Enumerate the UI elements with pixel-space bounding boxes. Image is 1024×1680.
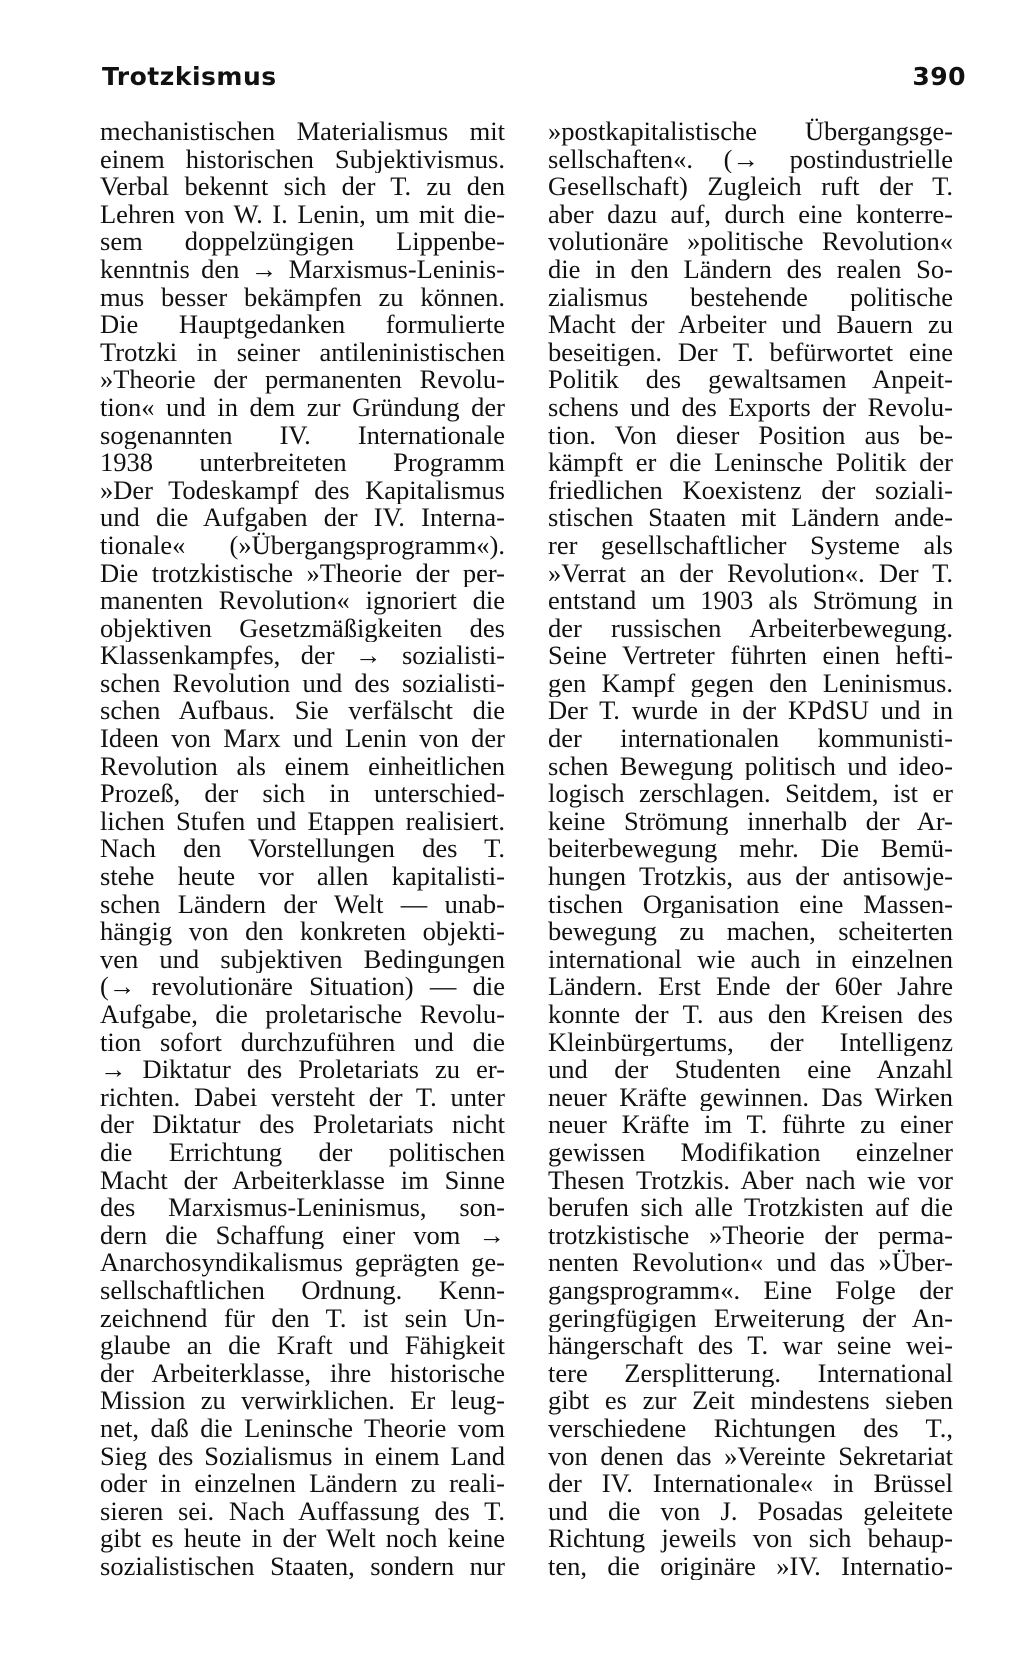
text-line: tere Zersplitterung. International: [548, 1359, 953, 1388]
text-line: kämpft er die Leninsche Politik der: [548, 449, 953, 477]
text-line: die Errichtung der politischen: [100, 1138, 505, 1167]
text-line: dern die Schaffung einer vom →: [100, 1221, 505, 1250]
text-line: neuer Kräfte gewinnen. Das Wirken: [548, 1083, 953, 1112]
text-line: Der T. wurde in der KPdSU und in: [548, 697, 953, 726]
text-line: einem historischen Subjektivismus.: [100, 145, 505, 174]
text-line: aber dazu auf, durch eine konterre-: [548, 200, 953, 229]
text-line: Kleinbürgertums, der Intelligenz: [548, 1028, 953, 1057]
text-line: hungen Trotzkis, aus der antisowje-: [548, 863, 953, 891]
text-line: tischen Organisation eine Massen-: [548, 890, 953, 919]
text-line: und der Studenten eine Anzahl: [548, 1056, 953, 1084]
text-line: Prozeß, der sich in unterschied-: [100, 780, 505, 808]
text-line: Mission zu verwirklichen. Er leug-: [100, 1387, 505, 1415]
text-line: beiterbewegung mehr. Die Bemü-: [548, 835, 953, 864]
text-line: trotzkistische »Theorie der perma-: [548, 1221, 953, 1250]
text-line: Aufgabe, die proletarische Revolu-: [100, 1001, 505, 1029]
left-text-column: [100, 118, 505, 1580]
text-line: Richtung jeweils von sich behaup-: [548, 1525, 953, 1553]
text-line: Die trotzkistische »Theorie der per-: [100, 559, 505, 588]
text-line: oder in einzelnen Ländern zu reali-: [100, 1470, 505, 1498]
text-line: Gesellschaft) Zugleich ruft der T.: [548, 173, 953, 201]
text-line: tion. Von dieser Position aus be-: [548, 421, 953, 450]
text-line: sellschaftlichen Ordnung. Kenn-: [100, 1276, 505, 1305]
text-line: konnte der T. aus den Kreisen des: [548, 1001, 953, 1029]
text-line: Trotzki in seiner antileninistischen: [100, 338, 505, 367]
text-line: der Arbeiterklasse, ihre historische: [100, 1359, 505, 1388]
text-line: geringfügigen Erweiterung der An-: [548, 1304, 953, 1333]
text-line: → Diktatur des Proletariats zu er-: [100, 1056, 505, 1084]
text-line: schen Aufbaus. Sie verfälscht die: [100, 697, 505, 726]
text-line: kenntnis den → Marxismus-Leninis-: [100, 255, 505, 284]
text-line: des Marxismus-Leninismus, son-: [100, 1194, 505, 1222]
text-line: die in den Ländern des realen So-: [548, 255, 953, 284]
text-line: Ideen von Marx und Lenin von der: [100, 725, 505, 753]
text-line: hängerschaft des T. war seine wei-: [548, 1332, 953, 1360]
text-line: sozialistischen Staaten, sondern nur: [100, 1552, 505, 1581]
text-line: manenten Revolution« ignoriert die: [100, 587, 505, 615]
text-line: sieren sei. Nach Auffassung des T.: [100, 1497, 505, 1526]
text-line: tion« und in dem zur Gründung der: [100, 393, 505, 422]
running-head-title: Trotzkismus: [102, 62, 277, 91]
text-line: Revolution als einem einheitlichen: [100, 752, 505, 781]
text-line: zeichnend für den T. ist sein Un-: [100, 1304, 505, 1333]
text-line: friedlichen Koexistenz der soziali-: [548, 476, 953, 505]
text-line: Macht der Arbeiter und Bauern zu: [548, 311, 953, 339]
text-line: ven und subjektiven Bedingungen: [100, 945, 505, 974]
text-line: (→ revolutionäre Situation) — die: [100, 973, 505, 1001]
text-line: Sieg des Sozialismus in einem Land: [100, 1442, 505, 1471]
text-line: nenten Revolution« und das »Über-: [548, 1249, 953, 1277]
text-line: lichen Stufen und Etappen realisiert.: [100, 807, 505, 836]
text-line: »Theorie der permanenten Revolu-: [100, 366, 505, 394]
text-line: gewissen Modifikation einzelner: [548, 1138, 953, 1167]
text-line: Seine Vertreter führten einen hefti-: [548, 642, 953, 670]
text-line: berufen sich alle Trotzkisten auf die: [548, 1194, 953, 1222]
text-line: verschiedene Richtungen des T.,: [548, 1414, 953, 1443]
text-line: Politik des gewaltsamen Anpeit-: [548, 366, 953, 394]
text-line: Thesen Trotzkis. Aber nach wie vor: [548, 1166, 953, 1195]
text-line: und die von J. Posadas geleitete: [548, 1497, 953, 1526]
right-text-column: [548, 118, 953, 1580]
text-line: »postkapitalistische Übergangsge-: [548, 118, 953, 146]
text-line: 1938 unterbreiteten Programm: [100, 449, 505, 477]
text-line: tionale« (»Übergangsprogramm«).: [100, 531, 505, 560]
text-line: Anarchosyndikalismus geprägten ge-: [100, 1249, 505, 1277]
text-line: Macht der Arbeiterklasse im Sinne: [100, 1166, 505, 1195]
text-line: richten. Dabei versteht der T. unter: [100, 1083, 505, 1112]
text-line: gibt es zur Zeit mindestens sieben: [548, 1387, 953, 1415]
text-line: schen Ländern der Welt — unab-: [100, 890, 505, 919]
text-line: rer gesellschaftlicher Systeme als: [548, 531, 953, 560]
text-line: objektiven Gesetzmäßigkeiten des: [100, 614, 505, 643]
text-line: hängig von den konkreten objekti-: [100, 918, 505, 946]
text-line: »Verrat an der Revolution«. Der T.: [548, 559, 953, 588]
text-line: gibt es heute in der Welt noch keine: [100, 1525, 505, 1553]
text-line: bewegung zu machen, scheiterten: [548, 918, 953, 946]
text-line: stischen Staaten mit Ländern ande-: [548, 504, 953, 532]
text-line: »Der Todeskampf des Kapitalismus: [100, 476, 505, 505]
text-line: der IV. Internationale« in Brüssel: [548, 1470, 953, 1498]
page-number: 390: [912, 62, 966, 91]
text-line: net, daß die Leninsche Theorie vom: [100, 1414, 505, 1443]
text-line: von denen das »Vereinte Sekretariat: [548, 1442, 953, 1471]
text-line: neuer Kräfte im T. führte zu einer: [548, 1111, 953, 1139]
text-line: international wie auch in einzelnen: [548, 945, 953, 974]
text-line: volutionäre »politische Revolution«: [548, 228, 953, 256]
text-line: gangsprogramm«. Eine Folge der: [548, 1276, 953, 1305]
text-line: der Diktatur des Proletariats nicht: [100, 1111, 505, 1139]
text-line: logisch zerschlagen. Seitdem, ist er: [548, 780, 953, 808]
text-line: tion sofort durchzuführen und die: [100, 1028, 505, 1057]
text-line: ten, die originäre »IV. Internatio-: [548, 1552, 953, 1581]
text-line: Klassenkampfes, der → sozialisti-: [100, 642, 505, 670]
text-line: sogenannten IV. Internationale: [100, 421, 505, 450]
text-line: keine Strömung innerhalb der Ar-: [548, 807, 953, 836]
text-line: entstand um 1903 als Strömung in: [548, 587, 953, 615]
text-line: stehe heute vor allen kapitalisti-: [100, 863, 505, 891]
text-line: sem doppelzüngigen Lippenbe-: [100, 228, 505, 256]
text-line: sellschaften«. (→ postindustrielle: [548, 145, 953, 174]
text-line: glaube an die Kraft und Fähigkeit: [100, 1332, 505, 1360]
text-line: mechanistischen Materialismus mit: [100, 118, 505, 146]
text-line: beseitigen. Der T. befürwortet eine: [548, 338, 953, 367]
text-line: schen Bewegung politisch und ideo-: [548, 752, 953, 781]
text-line: mus besser bekämpfen zu können.: [100, 283, 505, 312]
text-line: Nach den Vorstellungen des T.: [100, 835, 505, 864]
text-line: der russischen Arbeiterbewegung.: [548, 614, 953, 643]
text-line: Lehren von W. I. Lenin, um mit die-: [100, 200, 505, 229]
text-line: gen Kampf gegen den Leninismus.: [548, 669, 953, 698]
text-line: schen Revolution und des sozialisti-: [100, 669, 505, 698]
text-line: zialismus bestehende politische: [548, 283, 953, 312]
text-line: und die Aufgaben der IV. Interna-: [100, 504, 505, 532]
text-line: Ländern. Erst Ende der 60er Jahre: [548, 973, 953, 1001]
text-line: schens und des Exports der Revolu-: [548, 393, 953, 422]
text-line: der internationalen kommunisti-: [548, 725, 953, 753]
text-line: Verbal bekennt sich der T. zu den: [100, 173, 505, 201]
text-line: Die Hauptgedanken formulierte: [100, 311, 505, 339]
